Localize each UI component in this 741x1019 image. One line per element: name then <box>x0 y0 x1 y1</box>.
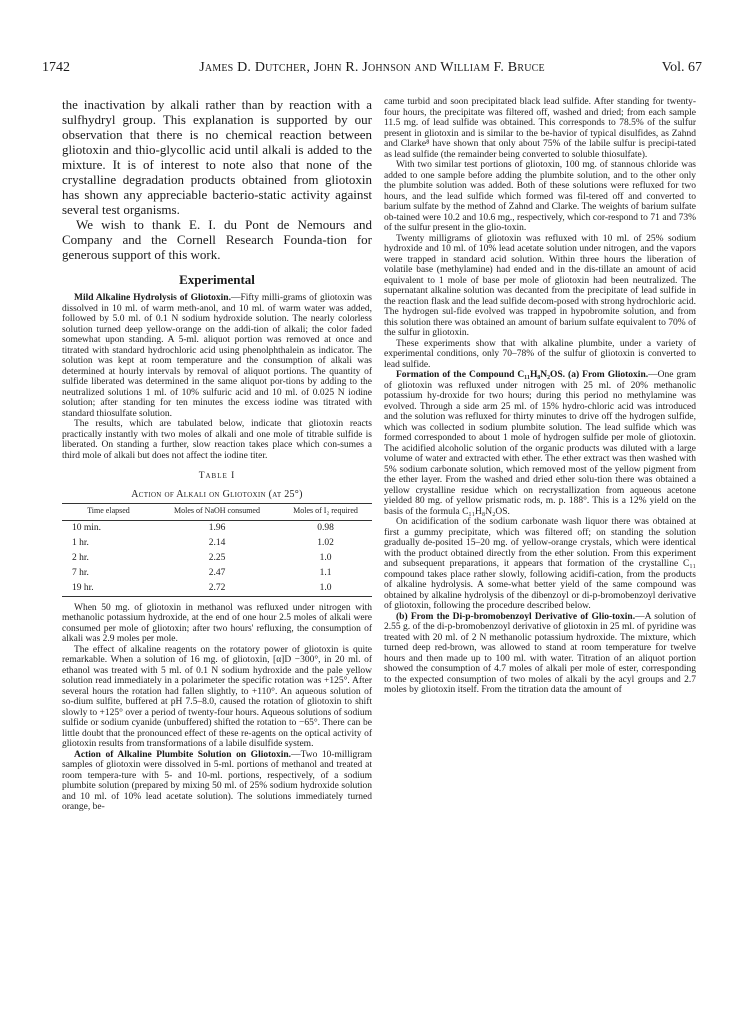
formation-heading: Formation of the Compound C₁₁H₈N₂OS. <box>396 370 565 380</box>
mild-hydrolysis-body: —Fifty milli-grams of gliotoxin was dissolved in 10 ml. of warm meth-anol, and 10 ml. of warm water was added, followed by 5.0 ml. of 0.1 N sodium hydroxide solution. The nearly colorless solution turned deep yellow-orange on the addi-tion of alkali; the color faded somewhat upon standing. A 5-ml. aliquot portion was removed at once and titrated with standard hydrochloric acid using phenolphthalein as indicator. The solution was kept at room temperature and the consumption of alkali was determined at hourly intervals by removal of aliquot portions. The quantity of sulfide liberated was determined in the same aliquot por-tions by adding to the neutralized solutions 1 ml. of 10% sulfuric acid and 10 ml. of 0.025 N iodine solution; after standing for ten minutes the excess iodine was titrated with standard thiosulfate solution. <box>62 293 372 419</box>
table-header-row <box>62 504 372 521</box>
running-authors: James D. Dutcher, John R. Johnson and William F. Bruce <box>199 60 545 75</box>
methylamine-paragraph: Twenty milligrams of gliotoxin was refluxed with 10 ml. of 25% sodium hydroxide and 10 ml. of 10% lead acetate solution under nitrogen, and the vapors were trapped in standard acid solution. Within three hours the liberation of volatile base (methylamine) had ended and in the dis-tillate an amount of acid equivalent to 1 mole of base per mole of gliotoxin had been neutralized. The supernatant alkaline solution was decanted from the precipitate of lead sulfide in the reaction flask and the lead sulfide decom-posed with strong hydrochloric acid. The hydrogen sul-fide evolved was trapped in hypobromite solution, and from this solution there was obtained an amount of barium sulfate equivalent to 70% of the sulfur in gliotoxin. <box>384 233 696 338</box>
table-row <box>62 566 372 581</box>
table-cell-naoh: 2.14 <box>208 538 226 548</box>
table-cell-time: 19 hr. <box>62 581 155 597</box>
formation-body: —One gram of gliotoxin was refluxed under nitrogen with 25 ml. of 20% methanolic potassium hy-droxide for two hours; during this period no methylamine was evolved. Through a side arm 25 ml. of 15% hydro-chloric acid was introduced and the solution was refluxed for thirty minutes to drive off the hydrogen sulfide, which was collected in sodium plumbite solution. The lead sulfide which was formed corresponded to about 1 mole of hydrogen sulfide per mole of gliotoxin. The acidified alcoholic solution of the organic products was diluted with a large volume of water and extracted with ether. The ether extract was then washed with 5% sodium carbonate solution, which removed most of the yellow pigment from the ether layer. From the washed and dried ether solu-tion there was obtained a yellow crystalline residue which on recrystallization from aqueous acetone yielded 80 mg. of yellow prismatic rods, m. p. 188°. This is a 12% yield on the basis of the formula C₁₁H₈N₂OS. <box>384 370 697 517</box>
table-cell-time: 1 hr. <box>72 538 89 548</box>
rotatory-power-paragraph: The effect of alkaline reagents on the rotatory power of gliotoxin is quite remarkable. When a solution of 16 mg. of gliotoxin, [α]D −300°, in 20 ml. of ethanol was treated with 5 ml. of 0.1 N sodium hydroxide and the pale yellow solution read immediately in a polarimeter the specific rotation was +125°. After several hours the rotation had fallen slightly, to +110°. An aqueous solution of so-dium sulfite, buffered at pH 7.5–8.0, caused the rotation of gliotoxin to shift slowly to +125° over a period of twenty-four hours. Aqueous solutions of sodium sulfide or sodium cyanide (unbuffered) shifted the rotation to −65°. There can be little doubt that the pronounced effect of these re-agents on the optical activity of gliotoxin results from transformations of a labile disulfide system. <box>62 644 372 749</box>
table-caption: Action of Alkali on Gliotoxin (at 25°) <box>131 488 303 500</box>
table-cell-time: 10 min. <box>72 523 102 533</box>
conclusion-paragraph: These experiments show that with alkaline plumbite, under a variety of experimental conditions, only 70–78% of the sulfur of gliotoxin is converted to lead sulfide. <box>384 338 696 370</box>
right-column <box>384 97 696 696</box>
table-cell-iodine: 1.0 <box>319 553 332 563</box>
left-column <box>62 97 372 813</box>
table-cell-time: 2 hr. <box>72 553 89 563</box>
volume-label: Vol. 67 <box>661 60 702 75</box>
mild-hydrolysis-heading: Mild Alkaline Hydrolysis of Gliotoxin. <box>74 293 231 303</box>
table-cell-iodine: 1.0 <box>279 581 372 597</box>
table-cell-time: 7 hr. <box>72 568 89 578</box>
alkali-table <box>62 503 372 597</box>
section-title: Experimental <box>179 272 255 287</box>
stannous-chloride-paragraph: With two similar test portions of gliotoxin, 100 mg. of stannous chloride was added to one sample before adding the plumbite solution, and to the other only the plumbite solution was added. Both of these solutions were refluxed for two hours, and the lead sulfide which formed was fil-tered off and converted to barium sulfate by the method of Zahnd and Clarke. The weights of barium sulfate ob-tained were 10.2 and 10.6 mg., respectively, which cor-respond to 71 and 73% of the sulfur present in the glio-toxin. <box>384 160 696 233</box>
table-cell-iodine: 1.1 <box>319 568 332 578</box>
table-row <box>62 581 372 597</box>
table-label: Table I <box>198 471 236 481</box>
table-row <box>62 520 372 536</box>
plumbite-body: —Two 10-milligram samples of gliotoxin were dissolved in 5-ml. portions of methanol and treated at room tempera-ture with 5- and 10-ml. portions, respectively, of a sodium plumbite solution (prepared by mixing 50 ml. of 25% sodium hydroxide solution and 10 ml. of 10% lead acetate solution). The solutions immediately turned orange, be- <box>62 749 372 812</box>
page-number: 1742 <box>42 60 70 75</box>
formation-paragraph <box>384 370 696 517</box>
lead-sulfide-paragraph: came turbid and soon precipitated black lead sulfide. After standing for twenty-four hours, the precipitate was filtered off, washed and dried; from each sample 11.5 mg. of lead sulfide was obtained. This corresponds to 78.5% of the sulfur present in gliotoxin and is similar to the be-havior of typical disulfides, as Zahnd and Clarke⁸ have shown that only about 75% of the labile sulfur is precipi-tated as lead sulfide (the remainder being converted to soluble thiosulfate). <box>384 97 696 160</box>
table-header-naoh: Moles of NaOH consumed <box>155 504 279 521</box>
bromobenzoyl-body: —A solution of 2.55 g. of the di-p-bromobenzoyl derivative of gliotoxin in 25 ml. of pyridine was treated with 20 ml. of 2 N methanolic potassium hydroxide. The mixture, which turned deep red-brown, was allowed to stand at room temperature for twelve hours and then made up to 100 ml. with water. Titration of an aliquot portion showed the consumption of 4.7 moles of alkali per mole of ester, corresponding to the expected consumption of two moles of alkali by the acyl groups and 2.7 moles by gliotoxin itself. From the titration data the amount of <box>384 611 696 695</box>
mild-hydrolysis-paragraph <box>62 293 372 419</box>
table-cell-naoh: 1.96 <box>208 523 226 533</box>
table-cell-naoh: 2.25 <box>208 553 226 563</box>
table-row <box>62 536 372 551</box>
acidification-paragraph: On acidification of the sodium carbonate wash liquor there was obtained at first a gummy precipitate, which was filtered off; on standing the solution gradually de-posited 15–20 mg. of yellow-orange crystals, which were identical with the product obtained directly from the ether solution. From this experiment and subsequent preparations, it appears that formation of the crystalline C₁₁ compound takes place rather slowly, following acidifi-cation, from the products of alkaline hydrolysis. A some-what better yield of the same compound was obtained by alkaline hydrolysis of the dibenzoyl or di-p-bromobenzoyl derivative of gliotoxin, following the procedure described below. <box>384 517 696 611</box>
intro-block <box>62 97 372 262</box>
table-cell-iodine: 1.02 <box>317 538 334 548</box>
bromobenzoyl-paragraph <box>384 612 696 696</box>
running-header <box>42 60 702 78</box>
table-cell-naoh: 2.72 <box>155 581 279 597</box>
plumbite-heading: Action of Alkaline Plumbite Solution on Gliotoxin. <box>74 749 292 760</box>
intro-paragraph-1: the inactivation by alkali rather than by reaction with a sulfhydryl group. This explanation is supported by our observation that there is no chemical reaction between gliotoxin and thio-glycollic acid until alkali is added to the mixture. It is of interest to note also that none of the crystalline degradation products obtained from gliotoxin has shown any appreciable bacterio-static activity against several test organisms. <box>62 97 372 217</box>
table-cell-naoh: 2.47 <box>208 568 226 578</box>
plumbite-paragraph <box>62 750 372 813</box>
table-row <box>62 551 372 566</box>
reflux-paragraph: When 50 mg. of gliotoxin in methanol was refluxed under nitrogen with methanolic potassium hydroxide, at the end of one hour 2.5 moles of alkali were consumed per mole of gliotoxin; after two hours' refluxing, the consumption of alkali was 2.9 moles per mole. <box>62 602 372 644</box>
formation-subheading: (a) From Gliotoxin. <box>568 370 649 380</box>
bromobenzoyl-heading: (b) From the Di-p-bromobenzoyl Derivative of Glio-toxin. <box>396 611 636 622</box>
table-cell-iodine: 0.98 <box>317 523 334 533</box>
table-header-iodine: Moles of I₂ required <box>279 504 372 521</box>
acknowledgment-paragraph: We wish to thank E. I. du Pont de Nemours and Company and the Cornell Research Founda-tion for generous support of this work. <box>62 217 372 262</box>
results-paragraph: The results, which are tabulated below, indicate that gliotoxin reacts practically instantly with two moles of alkali and one mole of titrable sulfide is liberated. On standing a further, slow reaction takes place which con-sumes a third mole of alkali but does not affect the iodine titer. <box>62 419 372 461</box>
table-header-time: Time elapsed <box>62 504 155 521</box>
